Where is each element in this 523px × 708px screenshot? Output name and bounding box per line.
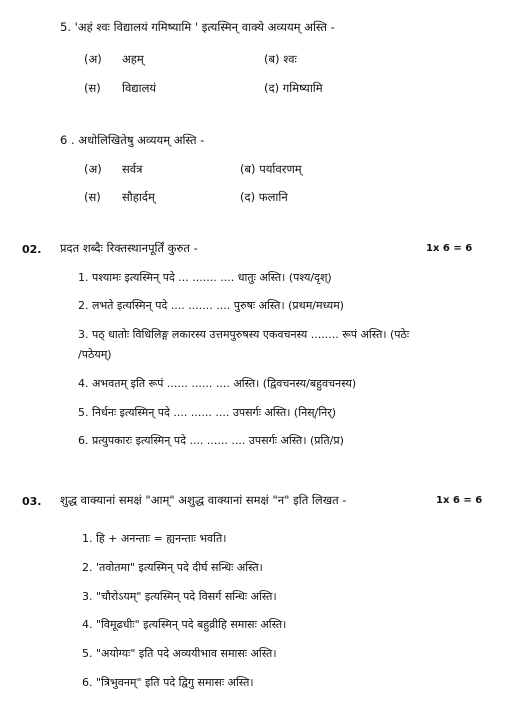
sec02-item-5: 5. निर्धनः इत्यस्मिन् पदे .... ...... .... उपसर्गः अस्ति। (निस्/निर्) (78, 406, 337, 419)
q5-option-a-label: (अ) (84, 52, 102, 66)
sec03-item-4: 4. "विमूढधीः" इत्यस्मिन् पदे बहुव्रीहि समासः अस्ति। (82, 618, 287, 631)
q6-option-c-value: सौहार्दम् (122, 190, 155, 204)
sec03-item-2: 2. 'तवोतमा" इत्यस्मिन् पदे दीर्घ सन्धिः अस्ति। (82, 561, 263, 574)
sec02-item-2: 2. लभते इत्यस्मिन् पदे .... ....... .... पुरुषः अस्ति। (प्रथम/मध्यम) (78, 299, 344, 312)
sec03-item-3: 3. "चौरोऽयम्" इत्यस्मिन् पदे विसर्ग सन्धिः अस्ति। (82, 590, 277, 603)
sec03-item-6: 6. "त्रिभुवनम्" इति पदे द्विगु समासः अस्ति। (82, 676, 254, 689)
sec02-item-6: 6. प्रत्युपकारः इत्यस्मिन् पदे .... ...... .... उपसर्गः अस्ति। (प्रति/प्र) (78, 434, 344, 447)
question-5-text: 5. 'अहं श्वः विद्यालयं गमिष्यामि ' इत्यस्मिन् वाक्ये अव्ययम् अस्ति - (60, 20, 335, 34)
section-02-number: 02. (22, 243, 42, 256)
section-03-title: शुद्ध वाक्यानां समक्षं "आम्" अशुद्ध वाक्यानां समक्षं "न" इति लिखत - (60, 493, 347, 507)
q6-option-a-label: (अ) (84, 162, 102, 176)
q5-option-c-value: विद्यालयं (122, 81, 157, 95)
sec02-item-3: 3. पठ् धातोः विधिलिङ्ग लकारस्य उत्तमपुरुषस्य एकवचनस्य ........ रूपं अस्ति। (पठेः (78, 328, 410, 341)
q6-option-b: (ब) पर्यावरणम् (240, 162, 302, 176)
sec02-item-3-cont: /पठेयम्) (78, 348, 112, 361)
section-03-number: 03. (22, 495, 42, 508)
sec03-item-1: 1. हि + अनन्ताः = ह्यनन्ताः भवति। (82, 532, 227, 545)
q5-option-a-value: अहम् (122, 52, 144, 66)
question-6-text: 6 . अधोलिखितेषु अव्ययम् अस्ति - (60, 133, 205, 147)
sec02-item-4: 4. अभवतम् इति रूपं ...... ...... .... अस्ति। (द्विवचनस्य/बहुवचनस्य) (78, 377, 357, 390)
section-02-marks: 1x 6 = 6 (426, 243, 473, 254)
q6-option-c-label: (स) (84, 190, 101, 204)
q5-option-d: (द) गमिष्यामि (264, 81, 323, 95)
sec03-item-5: 5. "अयोग्यः" इति पदे अव्ययीभाव समासः अस्ति। (82, 647, 277, 660)
q6-option-d: (द) फलानि (240, 190, 288, 204)
q5-option-c-label: (स) (84, 81, 101, 95)
q6-option-a-value: सर्वत्र (122, 162, 143, 176)
sec02-item-1: 1. पश्यामः इत्यस्मिन् पदे ... ....... .... धातुः अस्ति। (पश्य/दृश्) (78, 271, 332, 284)
q5-option-b: (ब) श्वः (264, 52, 297, 66)
section-02-title: प्रदत शब्दैः रिक्तस्थानपूर्तिं कुरुत - (60, 241, 198, 255)
section-03-marks: 1x 6 = 6 (436, 495, 483, 506)
